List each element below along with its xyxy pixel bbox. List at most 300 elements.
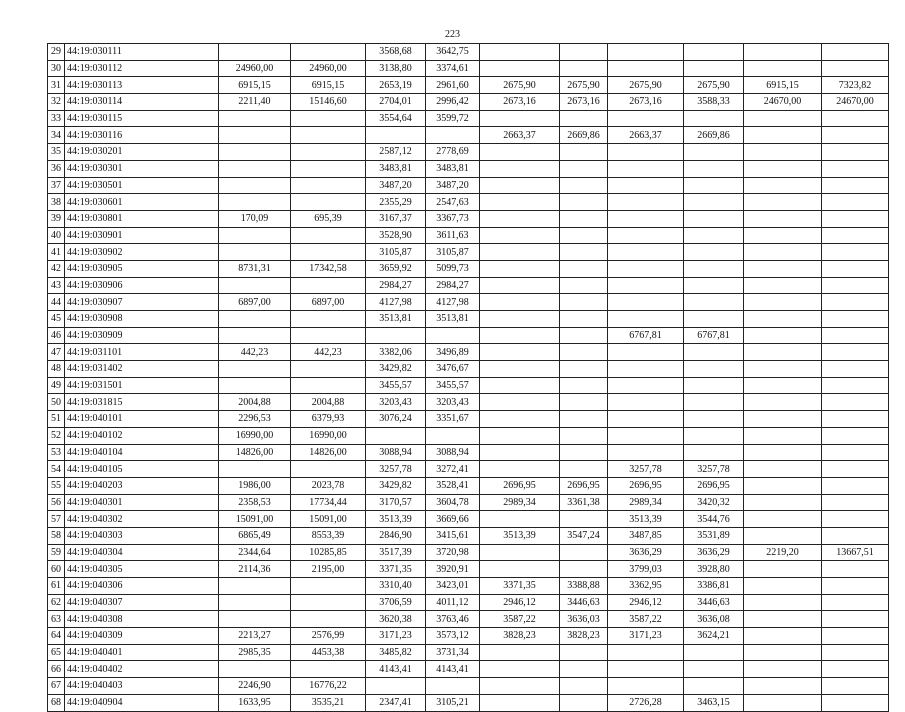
value-cell <box>744 110 822 127</box>
value-cell <box>822 210 889 227</box>
value-cell: 3361,38 <box>560 494 608 511</box>
value-cell <box>608 311 684 328</box>
value-cell: 3636,29 <box>608 544 684 561</box>
value-cell <box>291 661 366 678</box>
value-cell: 3731,34 <box>426 644 480 661</box>
value-cell: 2213,27 <box>219 628 291 645</box>
value-cell: 15091,00 <box>291 511 366 528</box>
value-cell: 2547,63 <box>426 194 480 211</box>
value-cell: 13667,51 <box>822 544 889 561</box>
row-number-cell: 41 <box>48 244 65 261</box>
value-cell: 3528,90 <box>366 227 426 244</box>
value-cell <box>744 678 822 695</box>
value-cell <box>744 327 822 344</box>
cadastral-code-cell: 44:19:040301 <box>65 494 219 511</box>
value-cell: 3076,24 <box>366 411 426 428</box>
cadastral-code-cell: 44:19:040303 <box>65 527 219 544</box>
value-cell: 3487,20 <box>426 177 480 194</box>
value-cell <box>822 127 889 144</box>
value-cell: 3446,63 <box>684 594 744 611</box>
value-cell: 2985,35 <box>219 644 291 661</box>
value-cell <box>480 44 560 61</box>
table-row <box>48 361 889 378</box>
table-row <box>48 277 889 294</box>
value-cell <box>608 210 684 227</box>
cadastral-code-cell: 44:19:040104 <box>65 444 219 461</box>
value-cell: 2296,53 <box>219 411 291 428</box>
table-row <box>48 611 889 628</box>
value-cell <box>480 160 560 177</box>
value-cell: 14826,00 <box>291 444 366 461</box>
value-cell: 3105,21 <box>426 694 480 711</box>
value-cell: 2984,27 <box>426 277 480 294</box>
value-cell <box>480 377 560 394</box>
table-row <box>48 628 889 645</box>
value-cell <box>744 160 822 177</box>
value-cell <box>560 361 608 378</box>
row-number-cell: 53 <box>48 444 65 461</box>
value-cell: 3669,66 <box>426 511 480 528</box>
row-number-cell: 29 <box>48 44 65 61</box>
value-cell <box>744 244 822 261</box>
table-row <box>48 260 889 277</box>
value-cell <box>219 194 291 211</box>
value-cell <box>744 394 822 411</box>
value-cell <box>560 260 608 277</box>
value-cell <box>822 194 889 211</box>
value-cell <box>822 511 889 528</box>
value-cell: 3455,57 <box>426 377 480 394</box>
row-number-cell: 66 <box>48 661 65 678</box>
value-cell: 695,39 <box>291 210 366 227</box>
value-cell <box>560 544 608 561</box>
value-cell <box>608 227 684 244</box>
cadastral-code-cell: 44:19:040102 <box>65 427 219 444</box>
value-cell: 2675,90 <box>684 77 744 94</box>
row-number-cell: 56 <box>48 494 65 511</box>
row-number-cell: 48 <box>48 361 65 378</box>
value-cell: 3587,22 <box>480 611 560 628</box>
value-cell <box>608 260 684 277</box>
value-cell <box>822 344 889 361</box>
value-cell <box>744 377 822 394</box>
table-row <box>48 294 889 311</box>
value-cell: 3429,82 <box>366 477 426 494</box>
value-cell <box>219 127 291 144</box>
value-cell <box>822 628 889 645</box>
value-cell: 17342,58 <box>291 260 366 277</box>
value-cell <box>560 694 608 711</box>
value-cell <box>291 144 366 161</box>
cadastral-code-cell: 44:19:030112 <box>65 60 219 77</box>
value-cell: 3636,03 <box>560 611 608 628</box>
value-cell <box>684 277 744 294</box>
value-cell: 3920,91 <box>426 561 480 578</box>
value-cell <box>560 277 608 294</box>
value-cell: 3573,12 <box>426 628 480 645</box>
value-cell <box>480 344 560 361</box>
value-cell: 24670,00 <box>822 94 889 111</box>
value-cell <box>560 210 608 227</box>
value-cell: 3517,39 <box>366 544 426 561</box>
value-cell: 2984,27 <box>366 277 426 294</box>
value-cell: 1633,95 <box>219 694 291 711</box>
table-row <box>48 194 889 211</box>
value-cell <box>608 394 684 411</box>
value-cell: 2246,90 <box>219 678 291 695</box>
value-cell <box>684 444 744 461</box>
value-cell <box>480 361 560 378</box>
value-cell: 3588,33 <box>684 94 744 111</box>
value-cell: 3171,23 <box>608 628 684 645</box>
value-cell <box>291 611 366 628</box>
value-cell <box>822 277 889 294</box>
value-cell: 6897,00 <box>219 294 291 311</box>
value-cell: 2114,36 <box>219 561 291 578</box>
table-row <box>48 578 889 595</box>
value-cell <box>291 361 366 378</box>
row-number-cell: 30 <box>48 60 65 77</box>
value-cell <box>744 44 822 61</box>
row-number-cell: 39 <box>48 210 65 227</box>
value-cell <box>480 227 560 244</box>
cadastral-code-cell: 44:19:040101 <box>65 411 219 428</box>
value-cell: 2344,64 <box>219 544 291 561</box>
row-number-cell: 57 <box>48 511 65 528</box>
value-cell: 2704,01 <box>366 94 426 111</box>
value-cell <box>219 611 291 628</box>
value-cell: 2669,86 <box>560 127 608 144</box>
value-cell: 3088,94 <box>426 444 480 461</box>
value-cell <box>480 194 560 211</box>
value-cell <box>608 277 684 294</box>
row-number-cell: 58 <box>48 527 65 544</box>
value-cell <box>684 294 744 311</box>
table-row <box>48 110 889 127</box>
value-cell <box>744 311 822 328</box>
value-cell <box>684 661 744 678</box>
value-cell <box>608 678 684 695</box>
value-cell <box>560 377 608 394</box>
value-cell <box>480 327 560 344</box>
value-cell <box>608 444 684 461</box>
value-cell: 3455,57 <box>366 377 426 394</box>
value-cell: 15146,60 <box>291 94 366 111</box>
value-cell <box>291 244 366 261</box>
value-cell: 3483,81 <box>366 160 426 177</box>
value-cell: 3604,78 <box>426 494 480 511</box>
cadastral-code-cell: 44:19:040308 <box>65 611 219 628</box>
row-number-cell: 36 <box>48 160 65 177</box>
value-cell <box>560 194 608 211</box>
table-row <box>48 94 889 111</box>
row-number-cell: 51 <box>48 411 65 428</box>
row-number-cell: 65 <box>48 644 65 661</box>
cadastral-code-cell: 44:19:031402 <box>65 361 219 378</box>
value-cell: 3382,06 <box>366 344 426 361</box>
row-number-cell: 59 <box>48 544 65 561</box>
value-cell: 3371,35 <box>366 561 426 578</box>
value-cell <box>822 361 889 378</box>
value-cell: 3599,72 <box>426 110 480 127</box>
value-cell: 2211,40 <box>219 94 291 111</box>
value-cell <box>744 194 822 211</box>
value-cell: 3544,76 <box>684 511 744 528</box>
value-cell: 3386,81 <box>684 578 744 595</box>
value-cell <box>822 311 889 328</box>
row-number-cell: 35 <box>48 144 65 161</box>
value-cell <box>684 160 744 177</box>
value-cell: 6767,81 <box>684 327 744 344</box>
value-cell <box>744 578 822 595</box>
value-cell <box>480 644 560 661</box>
value-cell <box>560 244 608 261</box>
table-row <box>48 544 889 561</box>
value-cell <box>291 377 366 394</box>
value-cell <box>480 277 560 294</box>
value-cell: 2675,90 <box>480 77 560 94</box>
value-cell <box>822 377 889 394</box>
table-row <box>48 311 889 328</box>
value-cell: 3463,15 <box>684 694 744 711</box>
row-number-cell: 47 <box>48 344 65 361</box>
row-number-cell: 40 <box>48 227 65 244</box>
cadastral-code-cell: 44:19:040306 <box>65 578 219 595</box>
value-cell: 2675,90 <box>560 77 608 94</box>
value-cell <box>219 44 291 61</box>
value-cell: 442,23 <box>219 344 291 361</box>
value-cell: 2004,88 <box>291 394 366 411</box>
cadastral-code-cell: 44:19:030901 <box>65 227 219 244</box>
value-cell <box>560 311 608 328</box>
cadastral-code-cell: 44:19:030902 <box>65 244 219 261</box>
value-cell: 4011,12 <box>426 594 480 611</box>
value-cell <box>822 561 889 578</box>
value-cell <box>684 678 744 695</box>
value-cell <box>608 60 684 77</box>
value-cell: 2696,95 <box>480 477 560 494</box>
value-cell <box>608 427 684 444</box>
value-cell: 14826,00 <box>219 444 291 461</box>
table-row <box>48 644 889 661</box>
cadastral-code-cell: 44:19:040304 <box>65 544 219 561</box>
value-cell <box>822 461 889 478</box>
value-cell <box>480 294 560 311</box>
value-cell: 3513,81 <box>366 311 426 328</box>
value-cell <box>744 461 822 478</box>
value-cell <box>822 678 889 695</box>
value-cell <box>744 444 822 461</box>
value-cell: 3367,73 <box>426 210 480 227</box>
value-cell: 3828,23 <box>480 628 560 645</box>
value-cell <box>219 277 291 294</box>
value-cell <box>480 661 560 678</box>
row-number-cell: 49 <box>48 377 65 394</box>
value-cell: 2653,19 <box>366 77 426 94</box>
value-cell: 4127,98 <box>426 294 480 311</box>
cadastral-code-cell: 44:19:030114 <box>65 94 219 111</box>
cadastral-code-cell: 44:19:030113 <box>65 77 219 94</box>
value-cell <box>291 44 366 61</box>
value-cell <box>744 144 822 161</box>
cadastral-value-table <box>47 43 889 712</box>
table-row <box>48 527 889 544</box>
value-cell <box>480 311 560 328</box>
table-row <box>48 561 889 578</box>
table-body <box>48 44 889 712</box>
value-cell <box>744 427 822 444</box>
value-cell <box>822 594 889 611</box>
value-cell: 6915,15 <box>291 77 366 94</box>
value-cell: 2696,95 <box>608 477 684 494</box>
value-cell: 24960,00 <box>219 60 291 77</box>
value-cell: 3362,95 <box>608 578 684 595</box>
value-cell: 3642,75 <box>426 44 480 61</box>
value-cell <box>219 144 291 161</box>
value-cell <box>480 411 560 428</box>
row-number-cell: 55 <box>48 477 65 494</box>
value-cell <box>426 327 480 344</box>
row-number-cell: 44 <box>48 294 65 311</box>
value-cell: 3487,20 <box>366 177 426 194</box>
table-row <box>48 77 889 94</box>
value-cell <box>822 294 889 311</box>
value-cell: 3257,78 <box>684 461 744 478</box>
value-cell: 2961,60 <box>426 77 480 94</box>
value-cell <box>822 494 889 511</box>
value-cell <box>291 160 366 177</box>
value-cell <box>822 327 889 344</box>
value-cell <box>560 444 608 461</box>
table-row <box>48 127 889 144</box>
value-cell: 6915,15 <box>219 77 291 94</box>
value-cell: 2219,20 <box>744 544 822 561</box>
value-cell: 2989,34 <box>480 494 560 511</box>
value-cell: 442,23 <box>291 344 366 361</box>
value-cell: 3720,98 <box>426 544 480 561</box>
value-cell: 2996,42 <box>426 94 480 111</box>
value-cell <box>560 227 608 244</box>
value-cell <box>684 194 744 211</box>
value-cell: 3620,38 <box>366 611 426 628</box>
row-number-cell: 46 <box>48 327 65 344</box>
value-cell: 2587,12 <box>366 144 426 161</box>
value-cell: 2696,95 <box>684 477 744 494</box>
value-cell: 8731,31 <box>219 260 291 277</box>
value-cell: 3636,08 <box>684 611 744 628</box>
value-cell: 2576,99 <box>291 628 366 645</box>
value-cell <box>560 344 608 361</box>
value-cell <box>822 411 889 428</box>
value-cell <box>480 110 560 127</box>
value-cell: 2673,16 <box>560 94 608 111</box>
value-cell <box>822 260 889 277</box>
row-number-cell: 50 <box>48 394 65 411</box>
value-cell <box>291 578 366 595</box>
value-cell <box>684 344 744 361</box>
value-cell <box>822 144 889 161</box>
value-cell: 3257,78 <box>366 461 426 478</box>
value-cell <box>291 461 366 478</box>
value-cell <box>560 427 608 444</box>
value-cell <box>608 44 684 61</box>
value-cell <box>480 561 560 578</box>
value-cell: 170,09 <box>219 210 291 227</box>
value-cell: 2675,90 <box>608 77 684 94</box>
row-number-cell: 54 <box>48 461 65 478</box>
value-cell: 3257,78 <box>608 461 684 478</box>
value-cell <box>608 644 684 661</box>
value-cell <box>366 127 426 144</box>
value-cell: 2673,16 <box>608 94 684 111</box>
value-cell <box>608 177 684 194</box>
table-row <box>48 377 889 394</box>
value-cell: 3513,81 <box>426 311 480 328</box>
row-number-cell: 33 <box>48 110 65 127</box>
value-cell: 6915,15 <box>744 77 822 94</box>
value-cell: 2946,12 <box>608 594 684 611</box>
value-cell <box>608 110 684 127</box>
row-number-cell: 52 <box>48 427 65 444</box>
value-cell: 2669,86 <box>684 127 744 144</box>
value-cell <box>560 678 608 695</box>
value-cell: 3535,21 <box>291 694 366 711</box>
value-cell: 3763,46 <box>426 611 480 628</box>
value-cell: 3423,01 <box>426 578 480 595</box>
value-cell: 3170,57 <box>366 494 426 511</box>
value-cell <box>291 327 366 344</box>
cadastral-code-cell: 44:19:040105 <box>65 461 219 478</box>
value-cell <box>744 361 822 378</box>
value-cell <box>219 578 291 595</box>
value-cell: 3513,39 <box>480 527 560 544</box>
value-cell <box>684 411 744 428</box>
value-cell <box>744 644 822 661</box>
row-number-cell: 31 <box>48 77 65 94</box>
value-cell <box>480 678 560 695</box>
value-cell: 2358,53 <box>219 494 291 511</box>
row-number-cell: 38 <box>48 194 65 211</box>
value-cell <box>291 127 366 144</box>
value-cell: 10285,85 <box>291 544 366 561</box>
value-cell <box>608 661 684 678</box>
value-cell <box>608 194 684 211</box>
value-cell: 3476,67 <box>426 361 480 378</box>
value-cell <box>822 427 889 444</box>
value-cell <box>822 644 889 661</box>
value-cell <box>560 144 608 161</box>
value-cell <box>684 361 744 378</box>
value-cell: 3371,35 <box>480 578 560 595</box>
value-cell <box>744 210 822 227</box>
cadastral-code-cell: 44:19:030111 <box>65 44 219 61</box>
value-cell <box>480 427 560 444</box>
value-cell: 3587,22 <box>608 611 684 628</box>
cadastral-code-cell: 44:19:040402 <box>65 661 219 678</box>
cadastral-code-cell: 44:19:040302 <box>65 511 219 528</box>
value-cell <box>744 60 822 77</box>
value-cell <box>426 678 480 695</box>
value-cell <box>684 311 744 328</box>
value-cell: 3171,23 <box>366 628 426 645</box>
value-cell: 3706,59 <box>366 594 426 611</box>
value-cell: 4143,41 <box>366 661 426 678</box>
table-row <box>48 344 889 361</box>
value-cell <box>744 277 822 294</box>
value-cell: 5099,73 <box>426 260 480 277</box>
cadastral-code-cell: 44:19:040309 <box>65 628 219 645</box>
value-cell <box>480 511 560 528</box>
